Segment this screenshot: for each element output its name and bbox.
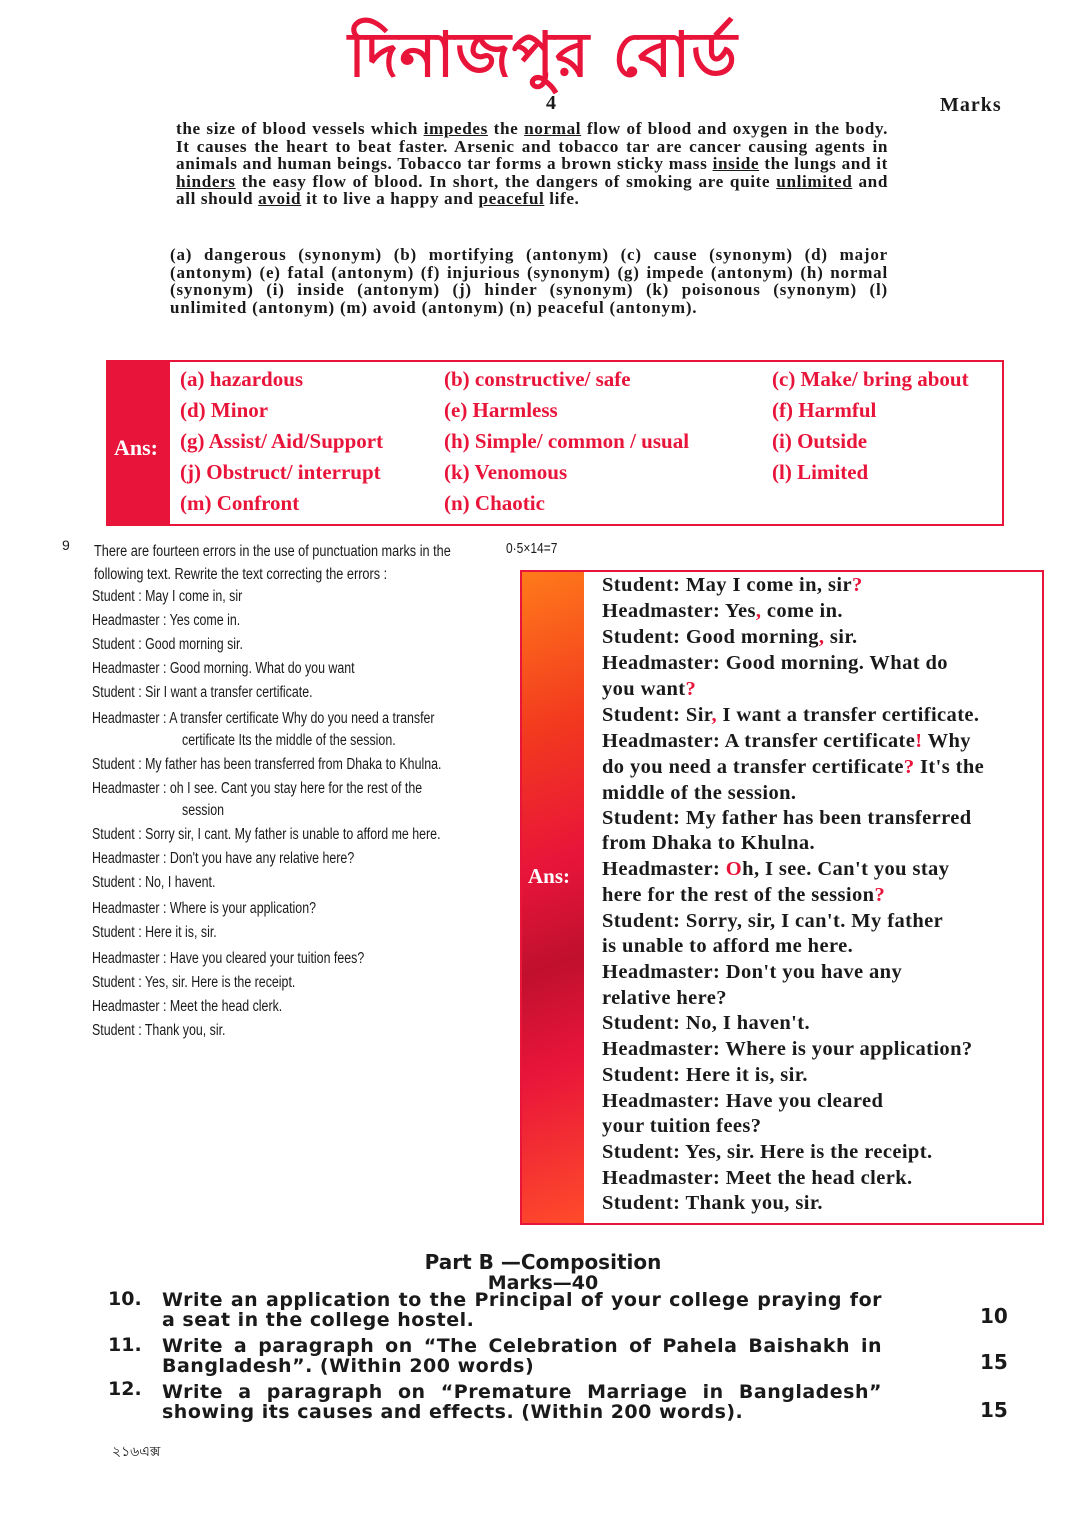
corrected-line: Headmaster: A transfer certificate! Why (602, 730, 971, 752)
question-text: Write a paragraph on “Premature Marriage in Bangladesh” showing its causes and effects. (Within 200 words). (162, 1381, 882, 1423)
question-marks: 10 (980, 1304, 1008, 1328)
dialogue-line: Headmaster : Meet the head clerk. (92, 998, 283, 1015)
question-number: 11. (108, 1334, 142, 1356)
corrected-line: Headmaster: Where is your application? (602, 1038, 973, 1060)
answer-item: (k) Venomous (444, 460, 568, 484)
footer-code: ২১৬এক্স (112, 1444, 161, 1460)
corrected-line: do you need a transfer certificate? It's the (602, 756, 985, 778)
dialogue-line: Student : Sorry sir, I cant. My father is unable to afford me here. (92, 826, 441, 843)
dialogue-line: Student : No, I havent. (92, 874, 216, 891)
corrected-line: Headmaster: Meet the head clerk. (602, 1167, 913, 1189)
underlined-word: peaceful (478, 189, 545, 208)
corrected-line: Headmaster: Oh, I see. Can't you stay (602, 858, 950, 880)
dialogue-line: Headmaster : Don't you have any relative here? (92, 850, 355, 867)
answer-item: (f) Harmful (772, 398, 877, 422)
corrected-line: here for the rest of the session? (602, 884, 886, 906)
answer-item: (h) Simple/ common / usual (444, 429, 690, 453)
corrected-line: Student: Sorry, sir, I can't. My father (602, 910, 944, 932)
answer-label: Ans: (528, 864, 571, 888)
dialogue-line: session (182, 802, 225, 819)
question-number: 9 (62, 537, 70, 553)
question-text: Write a paragraph on “The Celebration of Pahela Baishakh in Bangladesh”. (Within 200 words) (162, 1335, 882, 1377)
corrected-line: Student: No, I haven't. (602, 1012, 810, 1034)
underlined-word: inside (712, 154, 760, 173)
corrected-line: Student: Sir, I want a transfer certificate. (602, 704, 980, 726)
dialogue-line: Headmaster : A transfer certificate Why do you need a transfer (92, 710, 435, 727)
corrected-line: Student: May I come in, sir? (602, 574, 863, 596)
page-number: 4 (546, 92, 556, 114)
corrected-line: is unable to afford me here. (602, 935, 854, 957)
corrected-line: Headmaster: Yes, come in. (602, 600, 843, 622)
dialogue-line: Student : Good morning sir. (92, 636, 243, 653)
dialogue-line: Student : May I come in, sir (92, 588, 243, 605)
corrected-line: Headmaster: Have you cleared (602, 1090, 884, 1112)
answer-item: (d) Minor (180, 398, 269, 422)
question-marks: 15 (980, 1350, 1008, 1374)
answer-item: (l) Limited (772, 460, 869, 484)
underlined-word: hinders (176, 171, 236, 191)
dialogue-line: Student : Thank you, sir. (92, 1022, 226, 1039)
question-marks: 0·5×14=7 (506, 540, 558, 557)
question-instruction: There are fourteen errors in the use of punctuation marks in the following text. Rewrite the text correcting the errors : (94, 543, 451, 583)
answer-item: (a) hazardous (180, 367, 304, 391)
corrected-line: relative here? (602, 987, 727, 1009)
vocabulary-question-items: (a) dangerous (synonym) (b) mortifying (antonym) (c) cause (synonym) (d) major (antonym) (e) fatal (antonym) (f) injurious (synonym) (g) impede (antonym) (h) normal (synonym) (i) inside (antonym) (j) hinder (synonym) (k) poisonous (synonym) (l) unlimited (antonym) (m) avoid (antonym) (n) peaceful (antonym). (170, 245, 888, 317)
underlined-word: avoid (258, 189, 302, 208)
corrected-line: Student: Good morning, sir. (602, 626, 858, 648)
answer-item: (n) Chaotic (444, 491, 545, 515)
answer-label: Ans: (114, 435, 159, 460)
marks-column-label: Marks (940, 94, 1002, 116)
answer-item: (c) Make/ bring about (772, 367, 969, 391)
underlined-word: unlimited (776, 171, 853, 191)
question-number: 10. (108, 1288, 142, 1310)
dialogue-line: Student : My father has been transferred from Dhaka to Khulna. (92, 756, 442, 773)
answer-item: (i) Outside (772, 429, 868, 453)
dialogue-line: Student : Here it is, sir. (92, 924, 217, 941)
dialogue-line: certificate Its the middle of the session. (182, 732, 396, 749)
dialogue-line: Student : Sir I want a transfer certificate. (92, 684, 313, 701)
underlined-word: normal (524, 119, 582, 138)
corrected-line: Student: Yes, sir. Here is the receipt. (602, 1141, 933, 1163)
section-marks: Marks—40 (487, 1272, 599, 1294)
answer-item: (e) Harmless (444, 398, 558, 422)
dialogue-line: Headmaster : Have you cleared your tuition fees? (92, 950, 365, 967)
corrected-line: middle of the session. (602, 782, 797, 804)
corrected-line: Headmaster: Good morning. What do (602, 652, 948, 674)
corrected-line: you want? (602, 678, 697, 700)
reading-passage: the size of blood vessels which impedes the normal flow of blood and oxygen in the body. It causes the heart to beat faster. Arsenic and tobacco tar are cancer causing agents in animals and human beings. Tobacco tar forms a brown sticky mass inside the lungs and it hinders the easy flow of blood. In short, the dangers of smoking are quite unlimited and all should avoid it to live a happy and peaceful life. (176, 119, 889, 208)
dialogue-line: Headmaster : Where is your application? (92, 900, 316, 917)
dialogue-line: Student : Yes, sir. Here is the receipt. (92, 974, 296, 991)
dialogue-line: Headmaster : Yes come in. (92, 612, 241, 629)
section-title: Part B —Composition (424, 1250, 662, 1274)
question-text: Write an application to the Principal of your college praying for a seat in the college hostel. (162, 1289, 882, 1331)
answer-item: (j) Obstruct/ interrupt (180, 460, 381, 484)
dialogue-line: Headmaster : oh I see. Cant you stay here for the rest of the (92, 780, 423, 797)
corrected-line: from Dhaka to Khulna. (602, 832, 816, 854)
answer-item: (b) constructive/ safe (444, 367, 631, 391)
corrected-line: Headmaster: Don't you have any (602, 961, 903, 983)
corrected-line: Student: My father has been transferred (602, 807, 972, 829)
dialogue-line: Headmaster : Good morning. What do you want (92, 660, 355, 677)
answer-label-bar (522, 572, 584, 1223)
corrected-line: your tuition fees? (602, 1115, 762, 1137)
question-number: 12. (108, 1378, 142, 1400)
underlined-word: impedes (423, 119, 488, 138)
answer-item: (g) Assist/ Aid/Support (180, 429, 384, 453)
question-marks: 15 (980, 1398, 1008, 1422)
answer-item: (m) Confront (180, 491, 300, 515)
board-title: দিনাজপুর বোর্ড (348, 18, 738, 91)
corrected-line: Student: Thank you, sir. (602, 1192, 823, 1214)
corrected-line: Student: Here it is, sir. (602, 1064, 808, 1086)
